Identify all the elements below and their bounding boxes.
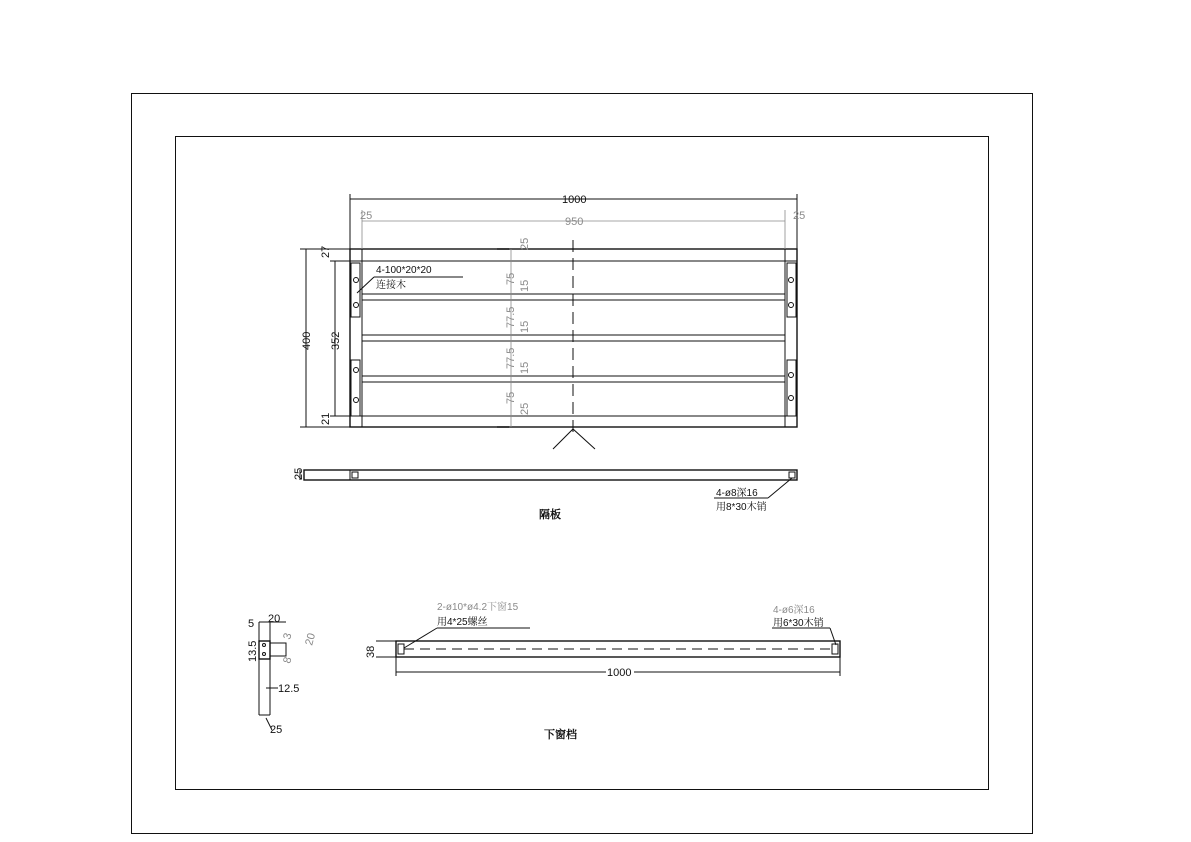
dim-overall-height: 400: [301, 331, 313, 350]
connector-note-line1: 4-100*20*20: [376, 265, 432, 276]
rail-length: 1000: [607, 667, 632, 679]
section-dim-7: 12.5: [278, 683, 300, 695]
dim-bottom-rail: 21: [320, 412, 332, 425]
section-dim-1: 20: [268, 613, 281, 625]
dim-left-margin: 25: [360, 210, 373, 222]
section-dim-6: 20: [303, 631, 319, 647]
rail-height: 38: [365, 645, 377, 658]
side-dim-4: 77.5: [505, 306, 517, 328]
section-dim-8: 25: [270, 724, 283, 736]
hole-note-right-line2: 用6*30木销: [773, 618, 824, 629]
panel-front-view: [300, 194, 805, 449]
section-dim-4: 3: [281, 631, 295, 641]
section-dim-2: 5: [248, 618, 255, 630]
dim-overall-width: 1000: [562, 194, 587, 206]
side-dim-6: 77.5: [505, 347, 517, 369]
panel-side-view: [293, 468, 797, 513]
screw-note-line2: 用8*30木销: [716, 502, 767, 513]
panel-title: 隔板: [539, 509, 561, 521]
section-dim-3: 13.5: [247, 640, 259, 662]
dim-inner-height: 352: [330, 331, 342, 350]
dim-thickness: 25: [293, 467, 305, 480]
dim-right-margin: 25: [793, 210, 806, 222]
side-dim-7: 15: [519, 361, 531, 374]
connector-blocks-right: [787, 263, 796, 416]
lower-rail-title: 下窗档: [544, 729, 577, 741]
hole-note-left-line2: 用4*25螺丝: [437, 617, 488, 628]
dim-top-rail: 27: [320, 245, 332, 258]
side-dim-8: 75: [505, 391, 517, 404]
section-view: [247, 613, 318, 736]
dim-inner-width: 950: [565, 216, 584, 228]
connector-note-line2: 连接木: [376, 280, 406, 291]
side-dim-3: 15: [519, 279, 531, 292]
lower-rail-view: [365, 600, 840, 679]
side-dim-1: 25: [519, 237, 531, 250]
side-dim-9: 25: [519, 402, 531, 415]
screw-note-line1: 4-ø8深16: [716, 488, 758, 499]
hole-note-right-line1: 4-ø6深16: [773, 605, 815, 616]
side-dim-5: 15: [519, 320, 531, 333]
section-marker: [553, 429, 595, 449]
connector-blocks-left: [351, 263, 360, 416]
side-dim-2: 75: [505, 272, 517, 285]
section-dim-5: 8: [281, 655, 295, 665]
hole-note-left-line1: 2-ø10*ø4.2下窗15: [437, 602, 519, 613]
